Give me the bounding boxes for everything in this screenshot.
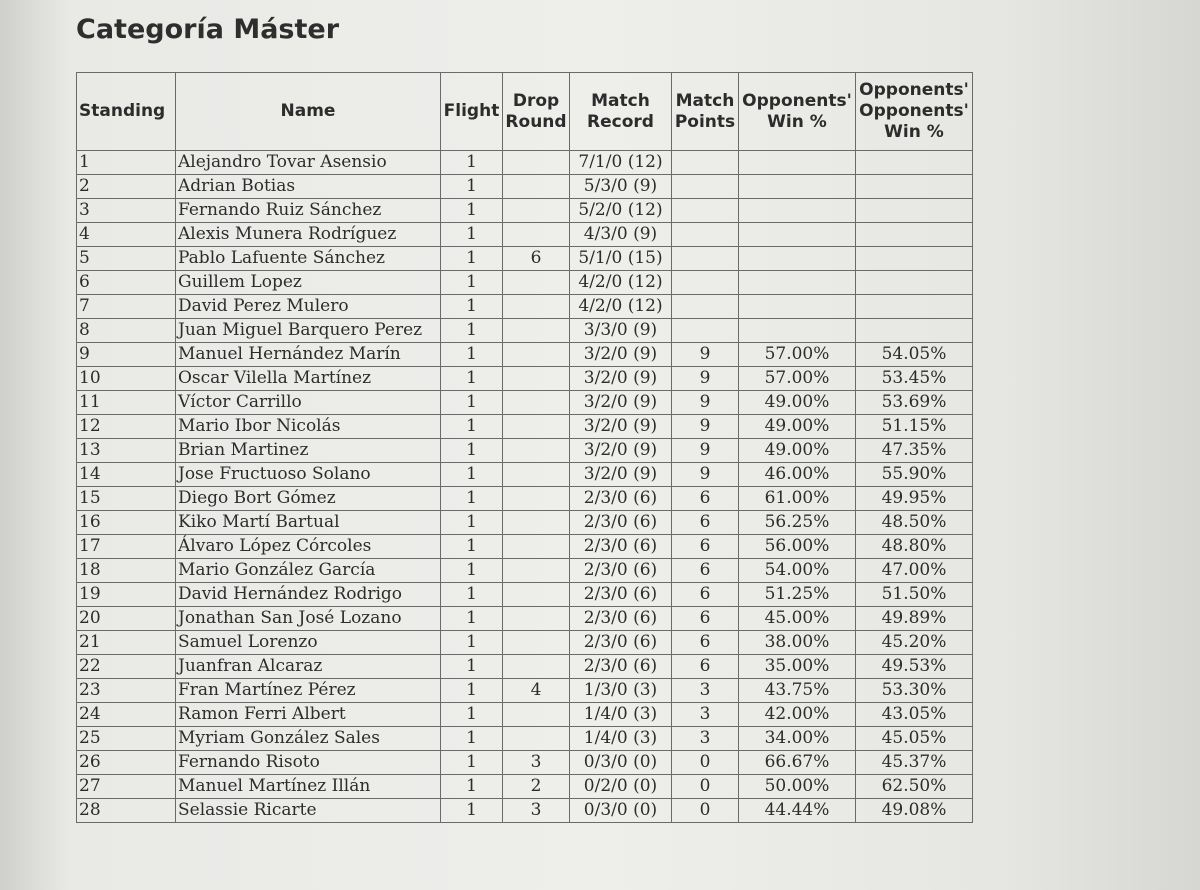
cell-opponents-win: 34.00%	[739, 727, 856, 751]
cell-opponents-win	[739, 319, 856, 343]
cell-standing: 4	[77, 223, 176, 247]
table-row	[77, 343, 973, 367]
cell-match-record: 2/3/0 (6)	[570, 655, 672, 679]
cell-opponents-win: 54.00%	[739, 559, 856, 583]
cell-opponents-opponents-win	[856, 199, 973, 223]
cell-opponents-opponents-win: 51.15%	[856, 415, 973, 439]
cell-name: Fernando Ruiz Sánchez	[176, 199, 441, 223]
cell-name: Juanfran Alcaraz	[176, 655, 441, 679]
cell-match-points: 6	[672, 511, 739, 535]
cell-opponents-win: 42.00%	[739, 703, 856, 727]
cell-flight: 1	[441, 703, 503, 727]
cell-opponents-win: 57.00%	[739, 343, 856, 367]
cell-match-record: 2/3/0 (6)	[570, 583, 672, 607]
cell-standing: 1	[77, 151, 176, 175]
cell-opponents-opponents-win: 47.00%	[856, 559, 973, 583]
cell-flight: 1	[441, 559, 503, 583]
cell-drop-round: 4	[503, 679, 570, 703]
table-row	[77, 487, 973, 511]
cell-match-record: 0/3/0 (0)	[570, 799, 672, 823]
cell-drop-round	[503, 727, 570, 751]
cell-opponents-opponents-win: 55.90%	[856, 463, 973, 487]
cell-match-points: 9	[672, 343, 739, 367]
cell-match-record: 5/1/0 (15)	[570, 247, 672, 271]
cell-match-points: 0	[672, 775, 739, 799]
cell-standing: 2	[77, 175, 176, 199]
cell-opponents-opponents-win: 43.05%	[856, 703, 973, 727]
table-row	[77, 199, 973, 223]
cell-name: Álvaro López Córcoles	[176, 535, 441, 559]
cell-match-points: 6	[672, 559, 739, 583]
cell-match-record: 2/3/0 (6)	[570, 607, 672, 631]
cell-match-record: 2/3/0 (6)	[570, 559, 672, 583]
cell-flight: 1	[441, 175, 503, 199]
cell-flight: 1	[441, 319, 503, 343]
cell-name: Oscar Vilella Martínez	[176, 367, 441, 391]
cell-name: Adrian Botias	[176, 175, 441, 199]
cell-flight: 1	[441, 679, 503, 703]
cell-name: Mario Ibor Nicolás	[176, 415, 441, 439]
cell-opponents-win: 43.75%	[739, 679, 856, 703]
cell-name: Selassie Ricarte	[176, 799, 441, 823]
cell-opponents-opponents-win: 49.08%	[856, 799, 973, 823]
cell-opponents-opponents-win: 45.37%	[856, 751, 973, 775]
cell-match-record: 4/2/0 (12)	[570, 295, 672, 319]
cell-standing: 24	[77, 703, 176, 727]
cell-opponents-opponents-win: 49.89%	[856, 607, 973, 631]
cell-name: Manuel Hernández Marín	[176, 343, 441, 367]
cell-match-points: 6	[672, 631, 739, 655]
table-row	[77, 655, 973, 679]
cell-match-points	[672, 199, 739, 223]
header-opponents-win: Opponents' Win %	[739, 73, 856, 151]
cell-drop-round	[503, 535, 570, 559]
cell-match-points: 6	[672, 535, 739, 559]
cell-opponents-opponents-win	[856, 247, 973, 271]
cell-opponents-win: 49.00%	[739, 439, 856, 463]
cell-drop-round	[503, 631, 570, 655]
cell-standing: 12	[77, 415, 176, 439]
cell-opponents-opponents-win: 48.50%	[856, 511, 973, 535]
cell-match-record: 2/3/0 (6)	[570, 535, 672, 559]
cell-name: Ramon Ferri Albert	[176, 703, 441, 727]
cell-match-record: 3/3/0 (9)	[570, 319, 672, 343]
cell-flight: 1	[441, 439, 503, 463]
cell-standing: 13	[77, 439, 176, 463]
cell-opponents-win: 56.00%	[739, 535, 856, 559]
cell-opponents-opponents-win	[856, 295, 973, 319]
table-row	[77, 679, 973, 703]
cell-opponents-win: 49.00%	[739, 415, 856, 439]
table-row	[77, 247, 973, 271]
table-row	[77, 775, 973, 799]
cell-drop-round	[503, 607, 570, 631]
cell-opponents-opponents-win: 53.69%	[856, 391, 973, 415]
cell-match-record: 1/4/0 (3)	[570, 703, 672, 727]
header-drop-round: Drop Round	[503, 73, 570, 151]
cell-match-points: 3	[672, 703, 739, 727]
cell-match-record: 0/3/0 (0)	[570, 751, 672, 775]
cell-opponents-win: 46.00%	[739, 463, 856, 487]
standings-table	[76, 72, 973, 823]
cell-drop-round	[503, 583, 570, 607]
cell-standing: 6	[77, 271, 176, 295]
cell-opponents-win: 51.25%	[739, 583, 856, 607]
cell-match-points	[672, 151, 739, 175]
cell-match-points	[672, 223, 739, 247]
cell-opponents-win: 44.44%	[739, 799, 856, 823]
cell-match-record: 0/2/0 (0)	[570, 775, 672, 799]
cell-drop-round	[503, 295, 570, 319]
cell-opponents-opponents-win: 48.80%	[856, 535, 973, 559]
cell-name: Mario González García	[176, 559, 441, 583]
cell-match-points	[672, 295, 739, 319]
cell-opponents-opponents-win: 53.45%	[856, 367, 973, 391]
cell-drop-round	[503, 175, 570, 199]
cell-opponents-win: 50.00%	[739, 775, 856, 799]
cell-match-points: 9	[672, 463, 739, 487]
table-row	[77, 703, 973, 727]
cell-match-points: 3	[672, 727, 739, 751]
cell-name: Samuel Lorenzo	[176, 631, 441, 655]
cell-opponents-win	[739, 247, 856, 271]
table-row	[77, 271, 973, 295]
cell-standing: 21	[77, 631, 176, 655]
cell-flight: 1	[441, 343, 503, 367]
cell-standing: 25	[77, 727, 176, 751]
cell-drop-round	[503, 703, 570, 727]
cell-drop-round	[503, 367, 570, 391]
cell-drop-round	[503, 223, 570, 247]
cell-opponents-opponents-win: 49.53%	[856, 655, 973, 679]
cell-standing: 9	[77, 343, 176, 367]
cell-opponents-win	[739, 295, 856, 319]
cell-name: Alexis Munera Rodríguez	[176, 223, 441, 247]
cell-match-points: 3	[672, 679, 739, 703]
table-row	[77, 727, 973, 751]
cell-standing: 11	[77, 391, 176, 415]
table-row	[77, 463, 973, 487]
cell-match-record: 2/3/0 (6)	[570, 487, 672, 511]
cell-flight: 1	[441, 199, 503, 223]
cell-match-points: 6	[672, 583, 739, 607]
cell-match-record: 3/2/0 (9)	[570, 415, 672, 439]
cell-drop-round	[503, 319, 570, 343]
cell-name: Manuel Martínez Illán	[176, 775, 441, 799]
cell-standing: 10	[77, 367, 176, 391]
cell-opponents-win	[739, 223, 856, 247]
cell-name: Myriam González Sales	[176, 727, 441, 751]
table-row	[77, 391, 973, 415]
cell-flight: 1	[441, 655, 503, 679]
cell-drop-round: 3	[503, 751, 570, 775]
cell-opponents-win	[739, 151, 856, 175]
table-row	[77, 511, 973, 535]
cell-name: Jose Fructuoso Solano	[176, 463, 441, 487]
cell-match-record: 4/3/0 (9)	[570, 223, 672, 247]
cell-flight: 1	[441, 583, 503, 607]
cell-match-points: 9	[672, 367, 739, 391]
cell-flight: 1	[441, 487, 503, 511]
cell-name: Víctor Carrillo	[176, 391, 441, 415]
cell-match-record: 3/2/0 (9)	[570, 367, 672, 391]
cell-match-points: 6	[672, 607, 739, 631]
cell-match-record: 7/1/0 (12)	[570, 151, 672, 175]
cell-name: Fernando Risoto	[176, 751, 441, 775]
cell-opponents-opponents-win: 45.20%	[856, 631, 973, 655]
cell-match-record: 5/2/0 (12)	[570, 199, 672, 223]
cell-name: Pablo Lafuente Sánchez	[176, 247, 441, 271]
cell-standing: 14	[77, 463, 176, 487]
cell-opponents-opponents-win: 45.05%	[856, 727, 973, 751]
cell-match-record: 1/4/0 (3)	[570, 727, 672, 751]
cell-match-record: 2/3/0 (6)	[570, 511, 672, 535]
cell-standing: 27	[77, 775, 176, 799]
cell-standing: 3	[77, 199, 176, 223]
cell-name: David Hernández Rodrigo	[176, 583, 441, 607]
cell-flight: 1	[441, 223, 503, 247]
header-flight: Flight	[441, 73, 503, 151]
cell-name: Fran Martínez Pérez	[176, 679, 441, 703]
cell-opponents-win: 49.00%	[739, 391, 856, 415]
table-header	[77, 73, 973, 151]
cell-opponents-opponents-win: 51.50%	[856, 583, 973, 607]
cell-standing: 22	[77, 655, 176, 679]
table-row	[77, 799, 973, 823]
cell-opponents-opponents-win	[856, 175, 973, 199]
cell-name: Kiko Martí Bartual	[176, 511, 441, 535]
cell-flight: 1	[441, 751, 503, 775]
cell-drop-round	[503, 511, 570, 535]
table-body	[77, 151, 973, 823]
table-row	[77, 535, 973, 559]
cell-match-points	[672, 175, 739, 199]
cell-match-record: 4/2/0 (12)	[570, 271, 672, 295]
table-row	[77, 583, 973, 607]
cell-match-points: 6	[672, 655, 739, 679]
cell-opponents-win: 38.00%	[739, 631, 856, 655]
cell-opponents-opponents-win	[856, 151, 973, 175]
table-row	[77, 439, 973, 463]
header-match-points: Match Points	[672, 73, 739, 151]
cell-match-points: 0	[672, 751, 739, 775]
cell-flight: 1	[441, 607, 503, 631]
cell-flight: 1	[441, 775, 503, 799]
cell-opponents-win: 61.00%	[739, 487, 856, 511]
cell-match-points: 9	[672, 415, 739, 439]
cell-match-points	[672, 271, 739, 295]
cell-name: Guillem Lopez	[176, 271, 441, 295]
cell-match-record: 2/3/0 (6)	[570, 631, 672, 655]
header-opponents-opponents-win: Opponents' Opponents' Win %	[856, 73, 973, 151]
cell-name: Juan Miguel Barquero Perez	[176, 319, 441, 343]
cell-drop-round	[503, 559, 570, 583]
cell-flight: 1	[441, 727, 503, 751]
cell-opponents-opponents-win	[856, 271, 973, 295]
cell-drop-round	[503, 343, 570, 367]
cell-drop-round: 6	[503, 247, 570, 271]
table-row	[77, 295, 973, 319]
cell-name: Jonathan San José Lozano	[176, 607, 441, 631]
cell-match-points: 9	[672, 439, 739, 463]
cell-standing: 8	[77, 319, 176, 343]
header-name: Name	[176, 73, 441, 151]
header-row	[77, 73, 973, 151]
cell-standing: 5	[77, 247, 176, 271]
cell-standing: 15	[77, 487, 176, 511]
cell-match-record: 3/2/0 (9)	[570, 343, 672, 367]
cell-match-record: 1/3/0 (3)	[570, 679, 672, 703]
cell-name: Alejandro Tovar Asensio	[176, 151, 441, 175]
cell-drop-round	[503, 151, 570, 175]
cell-flight: 1	[441, 247, 503, 271]
table-row	[77, 151, 973, 175]
table-row	[77, 607, 973, 631]
cell-drop-round	[503, 415, 570, 439]
cell-flight: 1	[441, 535, 503, 559]
cell-standing: 28	[77, 799, 176, 823]
cell-drop-round	[503, 199, 570, 223]
cell-opponents-opponents-win: 54.05%	[856, 343, 973, 367]
cell-flight: 1	[441, 511, 503, 535]
cell-flight: 1	[441, 391, 503, 415]
cell-match-record: 3/2/0 (9)	[570, 439, 672, 463]
cell-opponents-opponents-win: 49.95%	[856, 487, 973, 511]
cell-match-points	[672, 247, 739, 271]
cell-name: Brian Martinez	[176, 439, 441, 463]
cell-standing: 23	[77, 679, 176, 703]
cell-drop-round	[503, 655, 570, 679]
cell-drop-round	[503, 463, 570, 487]
table-row	[77, 559, 973, 583]
cell-name: Diego Bort Gómez	[176, 487, 441, 511]
cell-opponents-win	[739, 271, 856, 295]
cell-match-points: 6	[672, 487, 739, 511]
cell-opponents-win: 66.67%	[739, 751, 856, 775]
table-row	[77, 367, 973, 391]
cell-standing: 18	[77, 559, 176, 583]
table-row	[77, 415, 973, 439]
cell-match-points: 9	[672, 391, 739, 415]
table-row	[77, 319, 973, 343]
cell-flight: 1	[441, 367, 503, 391]
cell-opponents-win: 56.25%	[739, 511, 856, 535]
cell-match-record: 3/2/0 (9)	[570, 391, 672, 415]
cell-opponents-opponents-win: 47.35%	[856, 439, 973, 463]
header-match-record: Match Record	[570, 73, 672, 151]
cell-drop-round	[503, 271, 570, 295]
cell-opponents-win: 35.00%	[739, 655, 856, 679]
cell-opponents-win: 57.00%	[739, 367, 856, 391]
cell-standing: 16	[77, 511, 176, 535]
cell-standing: 26	[77, 751, 176, 775]
cell-flight: 1	[441, 271, 503, 295]
cell-standing: 7	[77, 295, 176, 319]
page-title: Categoría Máster	[76, 14, 340, 45]
header-standing: Standing	[77, 73, 176, 151]
table-row	[77, 751, 973, 775]
cell-drop-round	[503, 487, 570, 511]
cell-flight: 1	[441, 415, 503, 439]
cell-name: David Perez Mulero	[176, 295, 441, 319]
cell-match-points	[672, 319, 739, 343]
cell-standing: 17	[77, 535, 176, 559]
table-row	[77, 175, 973, 199]
cell-opponents-opponents-win: 53.30%	[856, 679, 973, 703]
cell-standing: 20	[77, 607, 176, 631]
cell-opponents-opponents-win	[856, 223, 973, 247]
cell-drop-round: 3	[503, 799, 570, 823]
cell-opponents-win	[739, 199, 856, 223]
cell-standing: 19	[77, 583, 176, 607]
cell-flight: 1	[441, 631, 503, 655]
cell-flight: 1	[441, 295, 503, 319]
cell-flight: 1	[441, 463, 503, 487]
cell-match-record: 3/2/0 (9)	[570, 463, 672, 487]
cell-opponents-opponents-win	[856, 319, 973, 343]
cell-match-record: 5/3/0 (9)	[570, 175, 672, 199]
table-row	[77, 631, 973, 655]
cell-opponents-win: 45.00%	[739, 607, 856, 631]
table-row	[77, 223, 973, 247]
cell-drop-round: 2	[503, 775, 570, 799]
cell-opponents-win	[739, 175, 856, 199]
cell-drop-round	[503, 391, 570, 415]
cell-drop-round	[503, 439, 570, 463]
cell-flight: 1	[441, 151, 503, 175]
cell-flight: 1	[441, 799, 503, 823]
cell-opponents-opponents-win: 62.50%	[856, 775, 973, 799]
cell-match-points: 0	[672, 799, 739, 823]
